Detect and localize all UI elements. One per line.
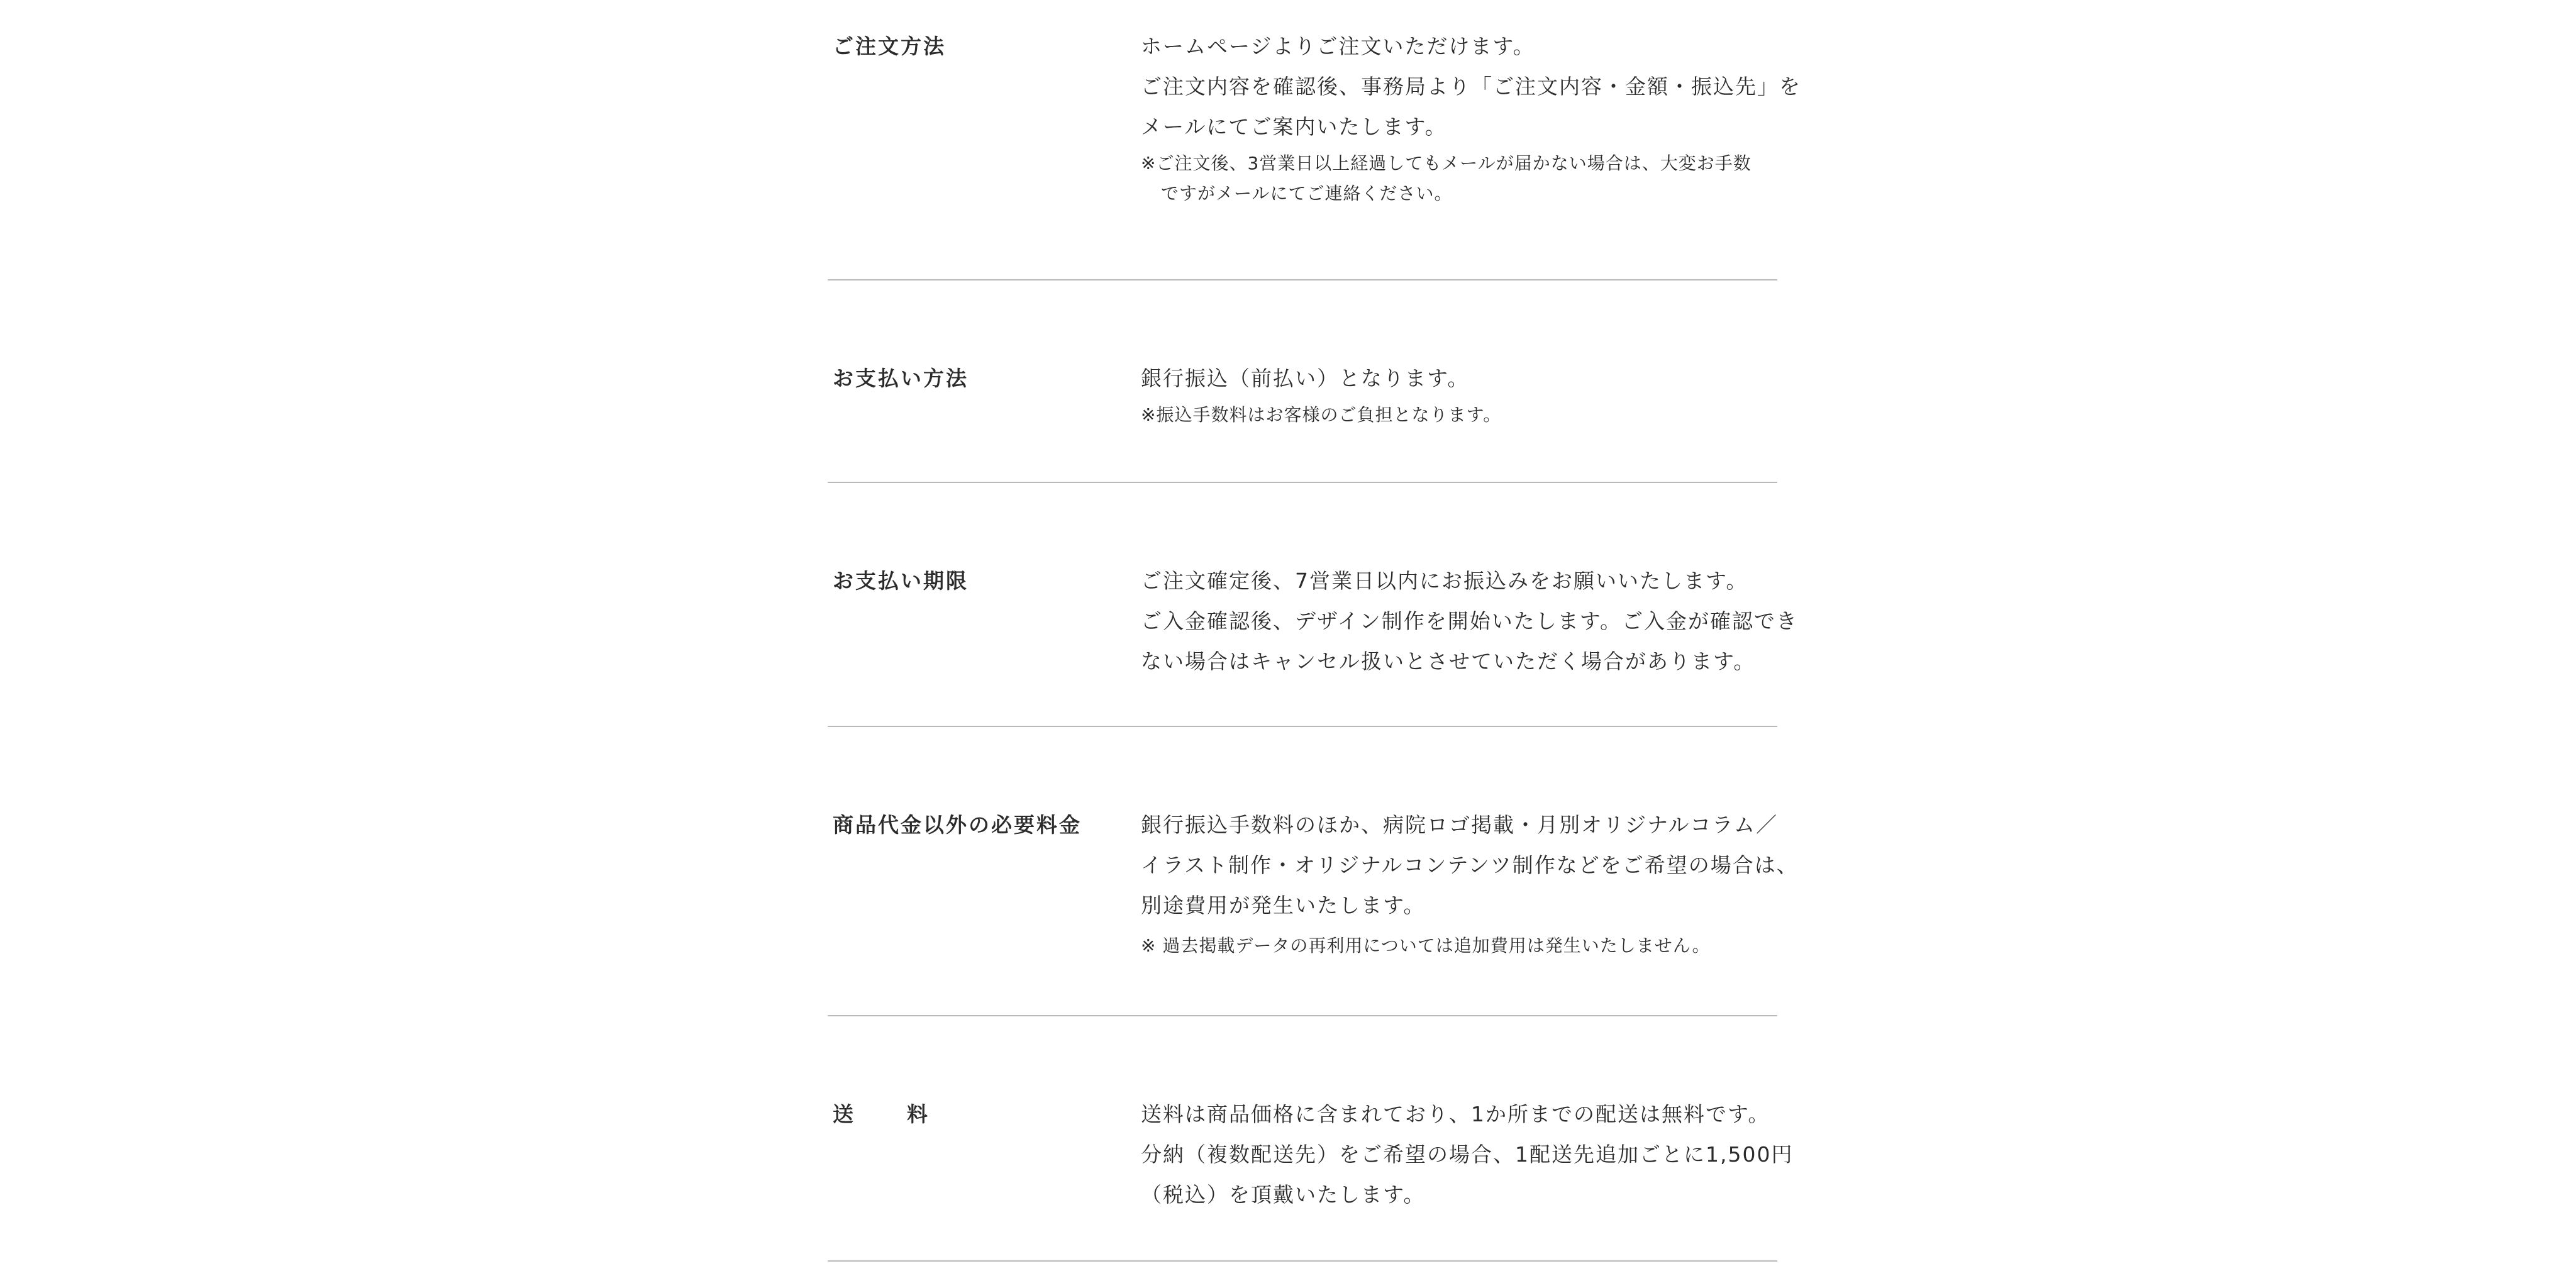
body-text: 送料は商品価格に含まれており、1か所までの配送は無料です。 <box>1141 1102 1770 1126</box>
body-text: イラスト制作・オリジナルコンテンツ制作などをご希望の場合は、 <box>1141 853 1799 877</box>
body-text: ご入金確認後、デザイン制作を開始いたします。ご入金が確認でき <box>1141 609 1799 633</box>
body-text: 銀行振込手数料のほか、病院ロゴ掲載・月別オリジナルコラム／ <box>1141 813 1779 837</box>
note-text: ※ 過去掲載データの再利用については追加費用は発生いたしません。 <box>1141 935 1711 956</box>
row-heading: 商品代金以外の必要料金 <box>833 813 1082 837</box>
body-text: 別途費用が発生いたします。 <box>1141 893 1426 918</box>
row-heading: ご注文方法 <box>833 34 946 58</box>
terms-table <box>828 0 1801 1262</box>
row-body <box>1141 805 1799 962</box>
note-text: ですがメールにてご連絡ください。 <box>1161 183 1453 204</box>
row-heading: お支払い期限 <box>833 569 969 593</box>
row-heading: お支払い方法 <box>833 366 969 391</box>
terms-row-payment-deadline <box>828 483 1799 727</box>
body-text: ご注文内容を確認後、事務局より「ご注文内容・金額・振込先」を <box>1141 74 1801 99</box>
note-text: ※振込手数料はお客様のご負担となります。 <box>1141 404 1502 425</box>
body-text: （税込）を頂戴いたします。 <box>1141 1182 1426 1207</box>
terms-row-shipping <box>828 1016 1794 1262</box>
terms-row-payment-method <box>828 280 1777 483</box>
row-body <box>1141 358 1777 431</box>
body-text: メールにてご案内いたします。 <box>1141 114 1447 139</box>
row-heading: 送 料 <box>833 1102 944 1126</box>
body-text: 銀行振込（前払い）となります。 <box>1141 366 1470 391</box>
body-text: 分納（複数配送先）をご希望の場合、1配送先追加ごとに1,500円 <box>1141 1142 1794 1167</box>
terms-row-additional-fees <box>828 727 1799 1016</box>
note-text: ※ご注文後、3営業日以上経過してもメールが届かない場合は、大変お手数 <box>1141 153 1752 174</box>
terms-row-order-method <box>828 0 1801 280</box>
row-body <box>1141 561 1798 682</box>
body-text: ホームページよりご注文いただけます。 <box>1141 34 1535 58</box>
row-body <box>1141 26 1801 209</box>
body-text: ご注文確定後、7営業日以内にお振込みをお願いいたします。 <box>1141 569 1748 593</box>
row-body <box>1141 1094 1793 1215</box>
body-text: ない場合はキャンセル扱いとさせていただく場合があります。 <box>1141 649 1756 674</box>
